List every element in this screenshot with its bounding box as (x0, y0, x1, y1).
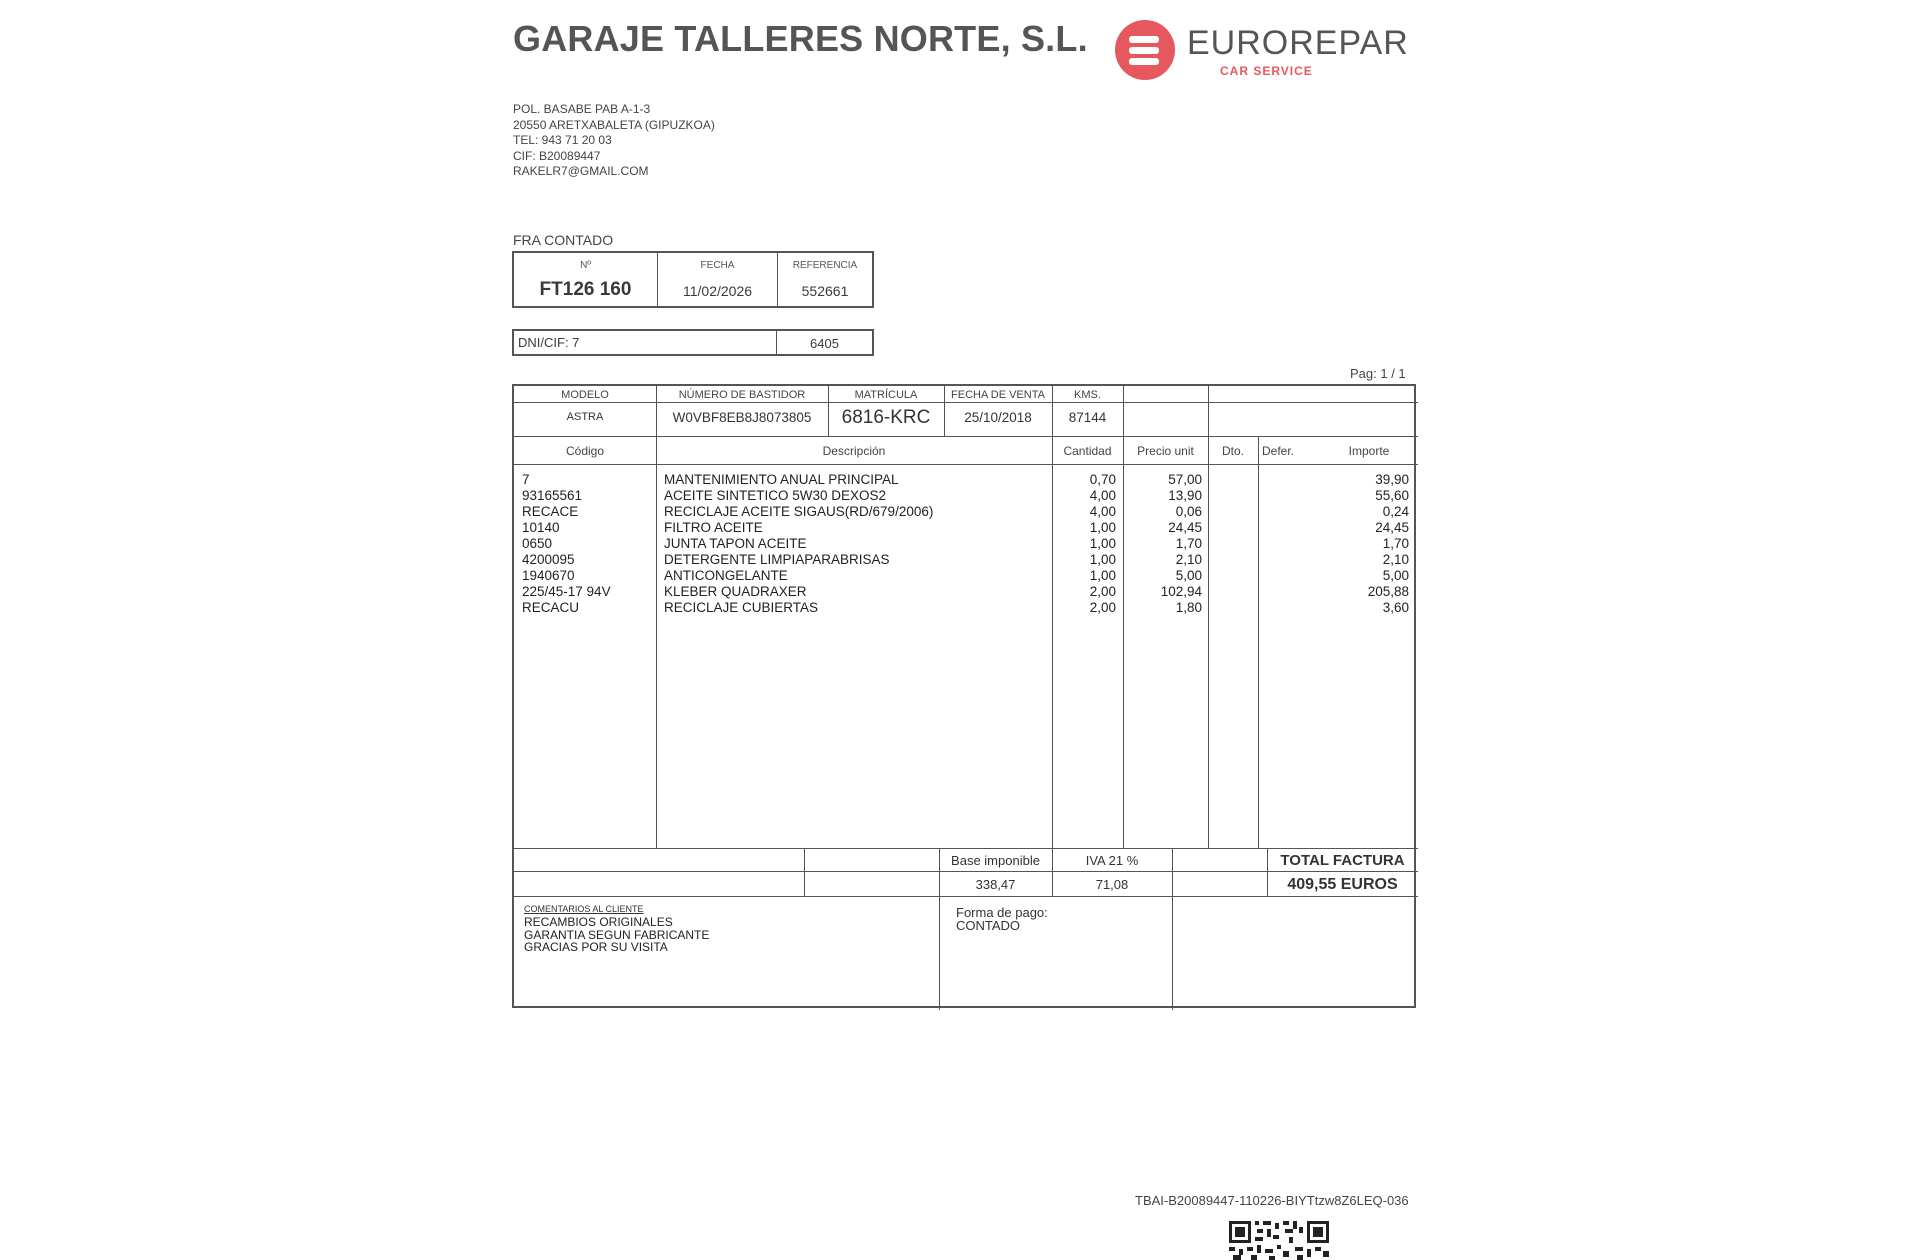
line-unit-price: 1,80 (1175, 600, 1202, 615)
dni-box (512, 329, 874, 356)
line-description: JUNTA TAPON ACEITE (664, 536, 807, 551)
line-quantity: 1,00 (1089, 536, 1116, 551)
line-item (514, 520, 1418, 536)
iva-value: 71,08 (1095, 877, 1129, 892)
comments (524, 916, 709, 954)
line-code: 93165561 (522, 488, 583, 503)
line-quantity: 2,00 (1089, 600, 1116, 615)
line-code: 10140 (522, 520, 560, 535)
col-code-header: Código (565, 444, 605, 458)
vehicle-plate: 6816-KRC (841, 407, 931, 428)
dni-value: 6405 (810, 336, 839, 351)
line-unit-price: 102,94 (1160, 584, 1202, 599)
line-amount: 39,90 (1375, 472, 1409, 487)
line-item (514, 552, 1418, 568)
col-defer-header: Defer. (1262, 444, 1295, 458)
line-code: 7 (522, 472, 530, 487)
tbai-code: TBAI-B20089447-110226-BIYTtzw8Z6LEQ-036 (1135, 1193, 1409, 1208)
col-amount-header: Importe (1348, 444, 1390, 458)
line-code: 1940670 (522, 568, 575, 583)
total-label: TOTAL FACTURA (1280, 852, 1405, 869)
line-description: MANTENIMIENTO ANUAL PRINCIPAL (664, 472, 899, 487)
line-item (514, 504, 1418, 520)
col-desc-header: Descripción (822, 444, 886, 458)
dni-divider (776, 331, 777, 355)
invoice-number-label: Nº (580, 260, 591, 271)
address-line: TEL: 943 71 20 03 (513, 133, 612, 147)
line-code: 225/45-17 94V (522, 584, 611, 599)
line-amount: 3,60 (1382, 600, 1409, 615)
line-quantity: 2,00 (1089, 584, 1116, 599)
line-item (514, 600, 1418, 616)
line-unit-price: 13,90 (1168, 488, 1202, 503)
line-items (514, 472, 1418, 622)
page-number: Pag: 1 / 1 (1350, 366, 1406, 381)
address-line: 20550 ARETXABALETA (GIPUZKOA) (513, 117, 715, 132)
line-amount: 205,88 (1367, 584, 1409, 599)
col-price-header: Precio unit (1137, 444, 1194, 458)
line-description: KLEBER QUADRAXER (664, 584, 807, 599)
logo-subtitle: CAR SERVICE (1220, 64, 1313, 78)
line-item (514, 536, 1418, 552)
address-line: CIF: B20089447 (513, 148, 601, 163)
comment-line: GRACIAS POR SU VISITA (524, 940, 668, 954)
invoice-number-cell (514, 253, 658, 306)
vehicle-sale-date-header: FECHA DE VENTA (951, 389, 1045, 401)
vehicle-kms: 87144 (1068, 410, 1107, 425)
invoice-date-cell (658, 253, 778, 306)
invoice-table (512, 384, 1416, 1008)
comment-line: RECAMBIOS ORIGINALES (524, 915, 673, 929)
line-description: RECICLAJE CUBIERTAS (664, 600, 819, 615)
base-value: 338,47 (975, 877, 1016, 892)
vehicle-model: ASTRA (566, 411, 604, 423)
invoice-ref-label: REFERENCIA (792, 260, 858, 271)
vehicle-vin: W0VBF8EB8J8073805 (672, 410, 812, 425)
line-unit-price: 1,70 (1175, 536, 1202, 551)
dni-label: DNI/CIF: 7 (518, 335, 580, 350)
vehicle-plate-header: MATRÍCULA (854, 389, 918, 401)
comment-line: GARANTIA SEGUN FABRICANTE (524, 927, 710, 942)
invoice-type: FRA CONTADO (513, 232, 614, 248)
vehicle-model-header: MODELO (561, 389, 609, 401)
payment-label: Forma de pago: (956, 905, 1048, 920)
line-quantity: 1,00 (1089, 520, 1116, 535)
address-line: RAKELR7@GMAIL.COM (513, 164, 649, 178)
line-code: RECACE (522, 504, 579, 519)
vehicle-vin-header: NÚMERO DE BASTIDOR (678, 389, 806, 401)
line-description: RECICLAJE ACEITE SIGAUS(RD/679/2006) (664, 504, 934, 519)
line-amount: 55,60 (1375, 488, 1409, 503)
company-address (513, 102, 715, 180)
line-amount: 24,45 (1375, 520, 1409, 535)
invoice-ref-cell (778, 253, 872, 306)
line-description: ANTICONGELANTE (664, 568, 788, 583)
line-unit-price: 57,00 (1168, 472, 1202, 487)
line-quantity: 4,00 (1089, 504, 1116, 519)
total-value: 409,55 EUROS (1287, 876, 1398, 893)
comments-title: COMENTARIOS AL CLIENTE (524, 904, 644, 914)
iva-label: IVA 21 % (1085, 853, 1139, 868)
line-quantity: 1,00 (1089, 552, 1116, 567)
line-code: 4200095 (522, 552, 575, 567)
invoice-number: FT126 160 (539, 279, 632, 300)
line-item (514, 488, 1418, 504)
line-code: RECACU (522, 600, 580, 615)
address-line: POL. BASABE PAB A-1-3 (513, 102, 651, 116)
vehicle-sale-date: 25/10/2018 (964, 410, 1032, 425)
invoice-date: 11/02/2026 (682, 283, 753, 299)
vehicle-kms-header: KMS. (1074, 389, 1101, 401)
line-description: FILTRO ACEITE (664, 520, 763, 535)
line-amount: 5,00 (1382, 568, 1409, 583)
eurorepar-logo (1115, 18, 1415, 88)
line-quantity: 4,00 (1089, 488, 1116, 503)
base-label: Base imponible (951, 853, 1040, 868)
line-unit-price: 24,45 (1168, 520, 1202, 535)
line-description: ACEITE SINTETICO 5W30 DEXOS2 (664, 488, 887, 503)
line-amount: 1,70 (1382, 536, 1409, 551)
eurorepar-logo-icon (1115, 20, 1175, 80)
company-name: GARAJE TALLERES NORTE, S.L. (513, 18, 1088, 59)
line-item (514, 472, 1418, 488)
line-code: 0650 (522, 536, 553, 551)
line-item (514, 584, 1418, 600)
line-quantity: 0,70 (1089, 472, 1116, 487)
invoice-header-box (512, 251, 874, 308)
col-qty-header: Cantidad (1063, 444, 1112, 458)
line-quantity: 1,00 (1089, 568, 1116, 583)
line-amount: 2,10 (1382, 552, 1409, 567)
invoice-ref: 552661 (801, 283, 849, 299)
payment-value: CONTADO (956, 918, 1021, 933)
line-description: DETERGENTE LIMPIAPARABRISAS (664, 552, 890, 567)
logo-name: EUROREPAR (1187, 24, 1409, 62)
invoice-date-label: FECHA (700, 260, 735, 271)
line-unit-price: 2,10 (1175, 552, 1202, 567)
col-disc-header: Dto. (1221, 444, 1244, 458)
line-unit-price: 5,00 (1175, 568, 1202, 583)
line-item (514, 568, 1418, 584)
qr-code-icon (1229, 1221, 1329, 1260)
line-unit-price: 0,06 (1175, 504, 1202, 519)
line-amount: 0,24 (1382, 504, 1409, 519)
